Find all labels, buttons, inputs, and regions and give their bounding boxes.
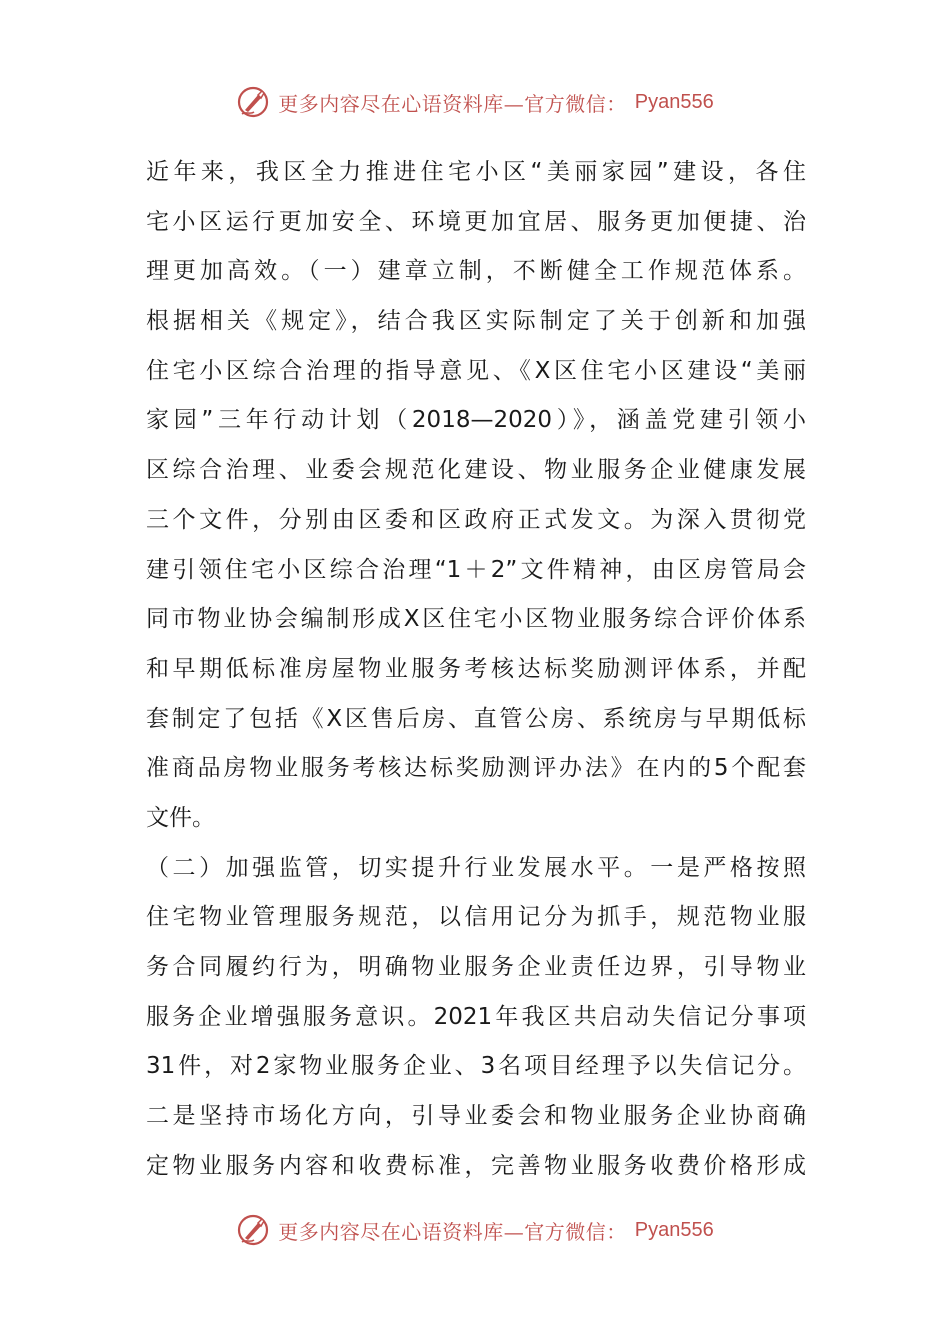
body-line: 三个文件，分别由区委和区政府正式发文。为深入贯彻党 (146, 506, 806, 533)
body-line: 31件，对2家物业服务企业、3名项目经理予以失信记分。 (146, 1053, 806, 1080)
header-banner-text: 更多内容尽在心语资料库—官方微信： (278, 91, 627, 116)
body-line: 近年来，我区全力推进住宅小区“美丽家园”建设，各住 (146, 159, 806, 185)
body-line: 定物业服务内容和收费标准，完善物业服务收费价格形成 (146, 1152, 806, 1179)
pen-logo-icon (236, 85, 270, 119)
body-line: 住宅物业管理服务规范，以信用记分为抓手，规范物业服 (146, 904, 806, 931)
header-banner-id: Pyan556 (634, 90, 714, 113)
body-line: 套制定了包括《X区售后房、直管公房、系统房与早期低标 (146, 705, 806, 732)
body-line: 住宅小区综合治理的指导意见、《X区住宅小区建设“美丽 (146, 357, 806, 384)
body-line: 二是坚持市场化方向，引导业委会和物业服务企业协商确 (146, 1103, 806, 1130)
body-line: 和早期低标准房屋物业服务考核达标奖励测评体系，并配 (146, 655, 806, 682)
footer-banner-text: 更多内容尽在心语资料库—官方微信： (278, 1219, 627, 1244)
body-line: 服务企业增强服务意识。2021年我区共启动失信记分事项 (146, 1003, 806, 1030)
body-line: 务合同履约行为，明确物业服务企业责任边界，引导物业 (146, 954, 806, 980)
body-line: 理更加高效。（一）建章立制，不断健全工作规范体系。 (146, 258, 806, 285)
footer-banner-id: Pyan556 (634, 1218, 714, 1241)
body-line: 区综合治理、业委会规范化建设、物业服务企业健康发展 (146, 457, 806, 484)
body-line: 宅小区运行更加安全、环境更加宜居、服务更加便捷、治 (146, 208, 806, 235)
body-line: 同市物业协会编制形成X区住宅小区物业服务综合评价体系 (146, 606, 806, 633)
document-body (146, 148, 806, 1191)
body-line: 文件。 (146, 804, 215, 831)
pen-logo-icon (236, 1213, 270, 1247)
footer-banner (0, 1210, 950, 1250)
header-banner (0, 82, 950, 122)
body-line: 建引领住宅小区综合治理“1＋2”文件精神，由区房管局会 (146, 556, 806, 583)
body-line: 准商品房物业服务考核达标奖励测评办法》在内的5个配套 (146, 755, 806, 782)
body-line: （二）加强监管，切实提升行业发展水平。一是严格按照 (146, 854, 806, 881)
body-line: 根据相关《规定》，结合我区实际制定了关于创新和加强 (146, 308, 806, 335)
body-line: 家园”三年行动计划（2018—2020）》，涵盖党建引领小 (146, 407, 806, 434)
